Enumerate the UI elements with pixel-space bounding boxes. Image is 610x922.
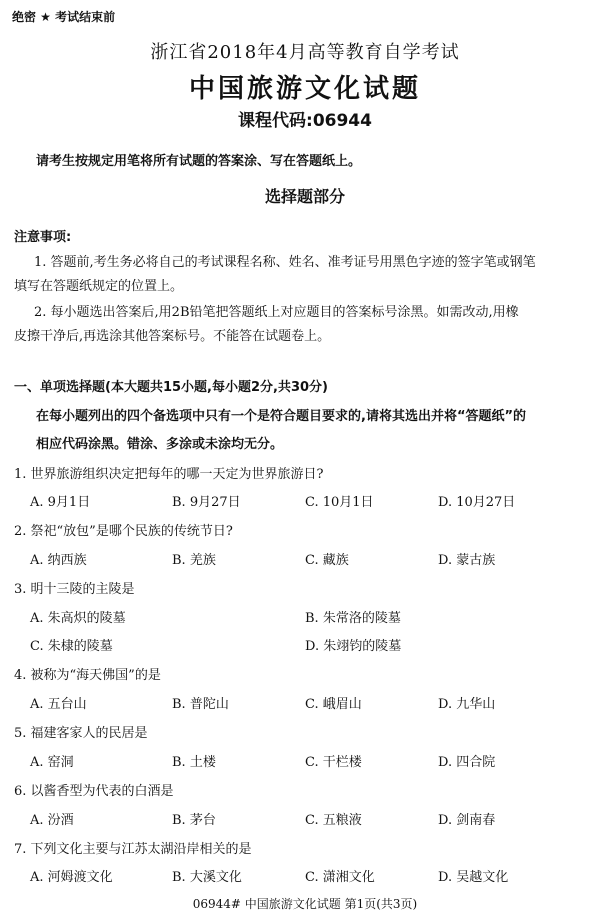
confidential-mark: 绝密 ★ 考试结束前 xyxy=(12,10,116,24)
section-desc-line-2: 相应代码涂黑。错涂、多涂或未涂均无分。 xyxy=(36,437,284,452)
page-title: 中国旅游文化试题 xyxy=(188,74,421,104)
question-stem: 1. 世界旅游组织决定把每年的哪一天定为世界旅游日? xyxy=(14,467,324,482)
option-a: A. 五台山 xyxy=(30,697,87,712)
option-b: B. 普陀山 xyxy=(172,697,229,712)
option-a: A. 9月1日 xyxy=(30,495,91,510)
option-a: A. 窑洞 xyxy=(30,755,74,770)
option-b: B. 茅台 xyxy=(172,813,216,828)
option-b: B. 羌族 xyxy=(172,553,216,568)
question-stem: 5. 福建客家人的民居是 xyxy=(14,726,148,741)
section-desc-line-1: 在每小题列出的四个备选项中只有一个是符合题目要求的,请将其选出并将“答题纸”的 xyxy=(36,409,527,424)
option-b: B. 9月27日 xyxy=(172,495,241,510)
option-c: C. 峨眉山 xyxy=(305,697,362,712)
note-2-line-2: 皮擦干净后,再选涂其他答案标号。不能答在试题卷上。 xyxy=(14,329,331,344)
question-stem: 7. 下列文化主要与江苏太湖沿岸相关的是 xyxy=(14,842,252,857)
option-c: C. 干栏楼 xyxy=(305,755,362,770)
option-b: B. 土楼 xyxy=(172,755,216,770)
notes-heading: 注意事项: xyxy=(14,230,72,245)
question-stem: 3. 明十三陵的主陵是 xyxy=(14,582,135,597)
note-2-line-1: 2. 每小题选出答案后,用2B铅笔把答题纸上对应题目的答案标号涂黑。如需改动,用橡 xyxy=(34,305,519,320)
option-a: A. 河姆渡文化 xyxy=(30,870,113,885)
section-title: 一、单项选择题(本大题共15小题,每小题2分,共30分) xyxy=(14,380,328,395)
part-title: 选择题部分 xyxy=(264,187,345,206)
option-c: C. 朱棣的陵墓 xyxy=(30,639,113,654)
option-c: C. 五粮液 xyxy=(305,813,362,828)
option-b: B. 朱常洛的陵墓 xyxy=(305,611,401,626)
option-a: A. 汾酒 xyxy=(30,813,74,828)
page-footer: 06944# 中国旅游文化试题 第1页(共3页) xyxy=(192,897,418,911)
answer-instruction: 请考生按规定用笔将所有试题的答案涂、写在答题纸上。 xyxy=(36,154,362,169)
option-d: D. 四合院 xyxy=(438,755,496,770)
option-d: D. 10月27日 xyxy=(438,495,516,510)
note-1-line-2: 填写在答题纸规定的位置上。 xyxy=(14,279,184,294)
option-a: A. 朱高炽的陵墓 xyxy=(30,611,126,626)
option-c: C. 10月1日 xyxy=(305,495,374,510)
option-d: D. 蒙古族 xyxy=(438,553,496,568)
option-d: D. 剑南春 xyxy=(438,813,496,828)
question-stem: 2. 祭祀“放包”是哪个民族的传统节日? xyxy=(14,524,233,539)
question-stem: 6. 以酱香型为代表的白酒是 xyxy=(14,784,174,799)
exam-subtitle: 浙江省2018年4月高等教育自学考试 xyxy=(150,42,460,63)
option-d: D. 朱翊钧的陵墓 xyxy=(305,639,402,654)
option-c: C. 潇湘文化 xyxy=(305,870,375,885)
course-code: 课程代码:06944 xyxy=(238,111,372,131)
option-a: A. 纳西族 xyxy=(30,553,87,568)
option-b: B. 大溪文化 xyxy=(172,870,242,885)
note-1-line-1: 1. 答题前,考生务必将自己的考试课程名称、姓名、准考证号用黑色字迹的签字笔或钢笔 xyxy=(34,255,536,270)
question-stem: 4. 被称为“海天佛国”的是 xyxy=(14,668,161,683)
option-c: C. 藏族 xyxy=(305,553,349,568)
option-d: D. 吴越文化 xyxy=(438,870,509,885)
option-d: D. 九华山 xyxy=(438,697,496,712)
